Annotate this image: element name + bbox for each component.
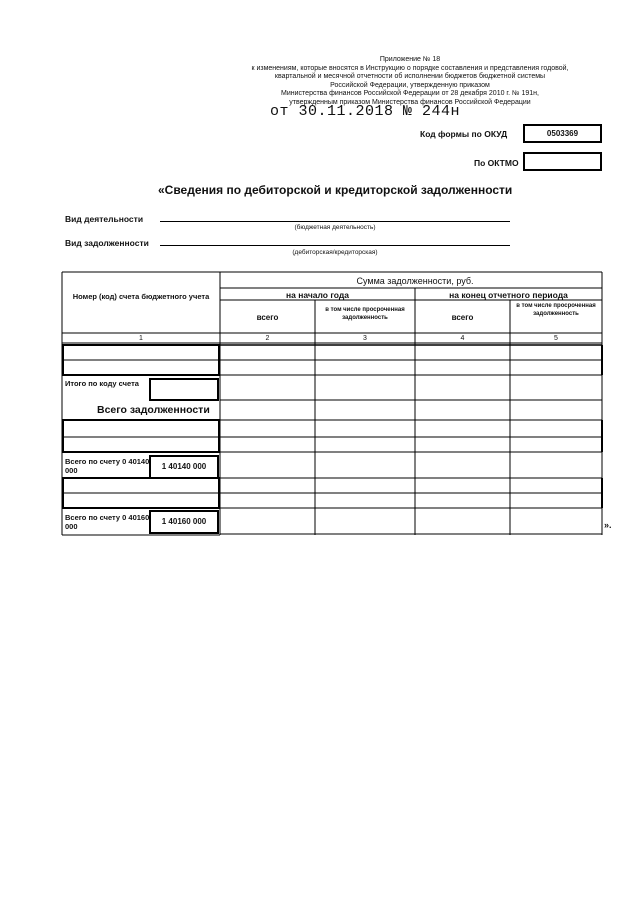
column-number: 2 bbox=[265, 335, 270, 342]
start-year-header: на начало года bbox=[285, 290, 349, 300]
total-debt-heading: Всего задолженности bbox=[97, 404, 210, 416]
appendix-line: утвержденным приказом Министерства финансов Российской Федерации bbox=[289, 98, 531, 106]
debt-type-label: Вид задолженности bbox=[65, 238, 149, 248]
overdue-end-header: в том числе просроченная задолженность bbox=[516, 303, 596, 317]
oktmo-label: По ОКТМО bbox=[474, 158, 519, 168]
column-number: 1 bbox=[139, 335, 143, 342]
column-number: 3 bbox=[363, 335, 367, 342]
total-end-header: всего bbox=[451, 313, 474, 322]
activity-hint: (бюджетная деятельность) bbox=[294, 224, 376, 231]
appendix-line: Министерства финансов Российской Федерации от 28 декабря 2010 г. № 191н, bbox=[281, 90, 539, 98]
itogo-code-box[interactable] bbox=[149, 378, 219, 401]
total-account-label: Всего по счету 0 40160 000 bbox=[65, 513, 150, 531]
itogo-label: Итого по коду счета bbox=[65, 379, 139, 388]
okud-code-box: 0503369 bbox=[523, 124, 602, 143]
form-title: «Сведения по дебиторской и кредиторской задолженности bbox=[158, 183, 513, 197]
sum-header: Сумма задолженности, руб. bbox=[356, 276, 474, 286]
account-code-box: 1 40140 000 bbox=[149, 455, 219, 479]
appendix-number: Приложение № 18 bbox=[379, 56, 441, 63]
appendix-line: Российской Федерации, утвержденную приказом bbox=[330, 81, 490, 89]
appendix-line: к изменениям, которые вносятся в Инструкцию о порядке составления и представления годовой, bbox=[251, 64, 569, 72]
activity-label: Вид деятельности bbox=[65, 214, 144, 224]
account-column-header: Номер (код) счета бюджетного учета bbox=[72, 292, 210, 301]
order-stamp: от 30.11.2018 № 244н bbox=[270, 103, 461, 120]
column-number: 4 bbox=[460, 335, 465, 342]
appendix-line: квартальной и месячной отчетности об исполнении бюджетов бюджетной системы bbox=[274, 73, 546, 81]
okud-label: Код формы по ОКУД bbox=[420, 129, 508, 139]
overdue-start-header: в том числе просроченная задолженность bbox=[325, 307, 405, 321]
closing-quote: ». bbox=[604, 520, 612, 530]
account-code-box: 1 40160 000 bbox=[149, 510, 219, 534]
total-start-header: всего bbox=[256, 313, 279, 322]
total-account-label: Всего по счету 0 40140 000 bbox=[65, 457, 150, 475]
column-number: 5 bbox=[554, 335, 558, 342]
debt-type-hint: (дебиторская/кредиторская) bbox=[292, 249, 378, 256]
end-period-header: на конец отчетного периода bbox=[449, 290, 568, 300]
